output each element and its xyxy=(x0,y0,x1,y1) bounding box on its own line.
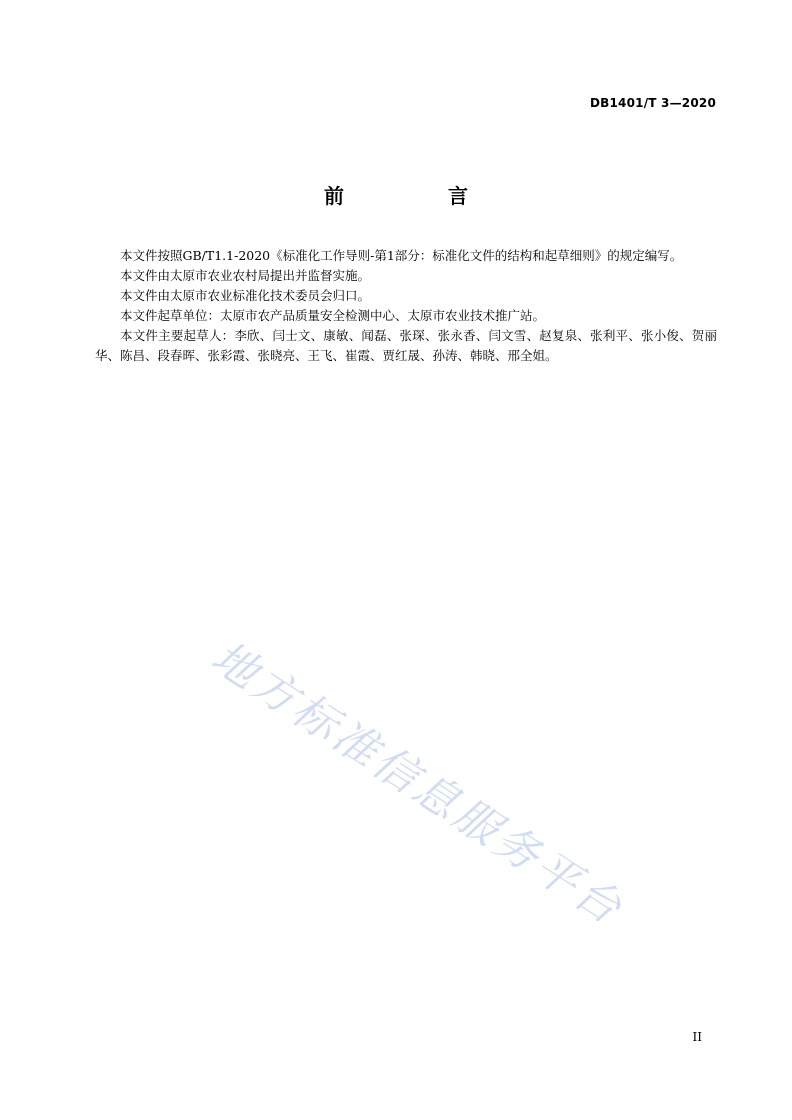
page-title: 前 言 xyxy=(324,184,510,208)
page-number: II xyxy=(692,1030,702,1044)
foreword-paragraph: 本文件起草单位：太原市农产品质量安全检测中心、太原市农业技术推广站。 xyxy=(120,308,546,323)
foreword-body xyxy=(95,246,717,366)
foreword-paragraph: 本文件主要起草人：李欣、闫士文、康敏、闻磊、张琛、张永香、闫文雪、赵复泉、张利平、张小俊、贺丽华、陈昌、段春晖、张彩霞、张晓亮、王飞、崔霞、贾红晟、孙涛、韩晓、邢全姐。 xyxy=(95,328,717,363)
document-code: DB1401/T 3—2020 xyxy=(590,96,716,110)
watermark: 地方标准信息服务平台 xyxy=(202,631,633,936)
foreword-paragraph: 本文件由太原市农业农村局提出并监督实施。 xyxy=(120,268,371,283)
foreword-paragraph: 本文件由太原市农业标准化技术委员会归口。 xyxy=(120,288,371,303)
foreword-paragraph: 本文件按照GB/T1.1-2020《标准化工作导则-第1部分：标准化文件的结构和起草细则》的规定编写。 xyxy=(120,248,683,263)
